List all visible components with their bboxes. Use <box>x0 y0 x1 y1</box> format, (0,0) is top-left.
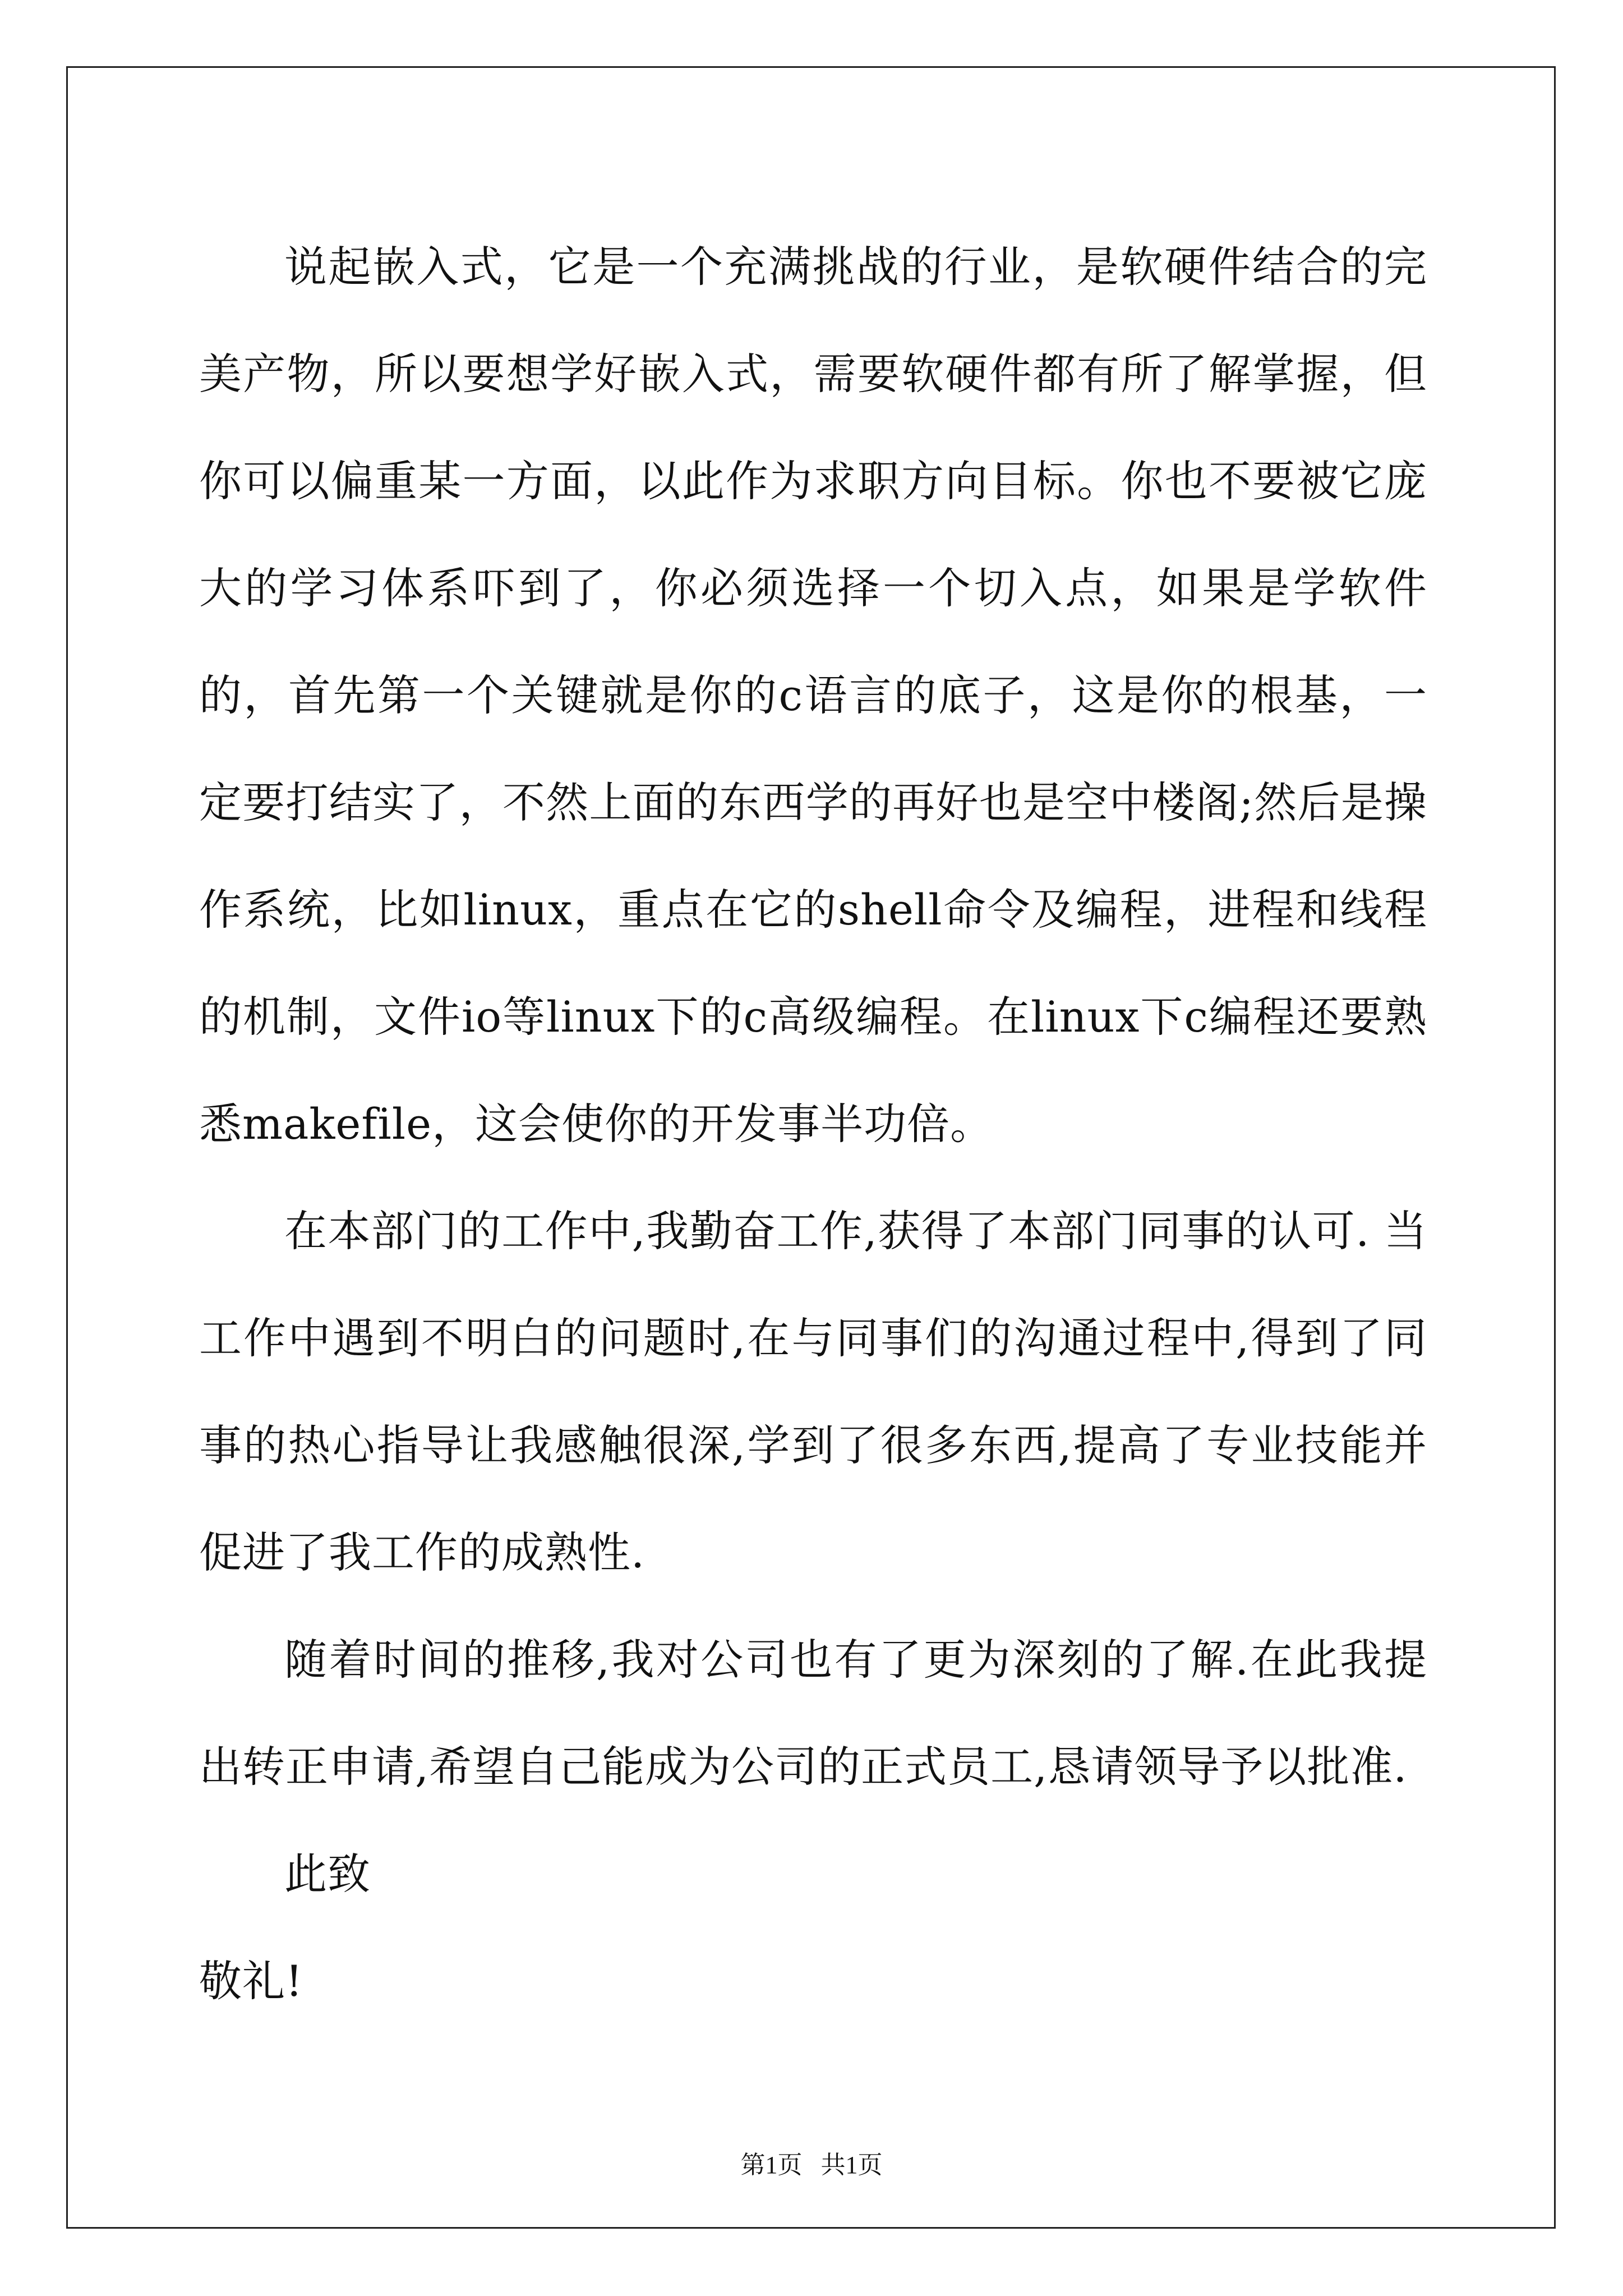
page-footer <box>0 2148 1623 2182</box>
page-number: 第1页 共1页 <box>740 2151 883 2179</box>
paragraph-application-request: 随着时间的推移,我对公司也有了更为深刻的了解.在此我提出转正申请,希望自己能成为公司的正式员工,恳请领导予以批准. <box>199 1635 1427 1792</box>
salutation: 此致 <box>284 1849 371 1899</box>
paragraph-embedded-intro: 说起嵌入式，它是一个充满挑战的行业，是软硬件结合的完美产物，所以要想学好嵌入式，需要软硬件都有所了解掌握，但你可以偏重某一方面，以此作为求职方向目标。你也不要被它庞大的学习体系吓到了，你必须选择一个切入点，如果是学软件的，首先第一个关键就是你的c语言的底子，这是你的根基，一定要打结实了，不然上面的东西学的再好也是空中楼阁;然后是操作系统，比如linux，重点在它的shell命令及编程，进程和线程的机制，文件io等linux下的c高级编程。在linux下c编程还要熟悉makefile，这会使你的开发事半功倍。 <box>199 242 1427 1149</box>
closing-regards: 敬礼! <box>199 1956 303 2006</box>
paragraph-work-experience: 在本部门的工作中,我勤奋工作,获得了本部门同事的认可. 当工作中遇到不明白的问题时,在与同事们的沟通过程中,得到了同事的热心指导让我感触很深,学到了很多东西,提高了专业技能并促进了我工作的成熟性. <box>199 1206 1427 1577</box>
document-body <box>199 213 1427 2035</box>
